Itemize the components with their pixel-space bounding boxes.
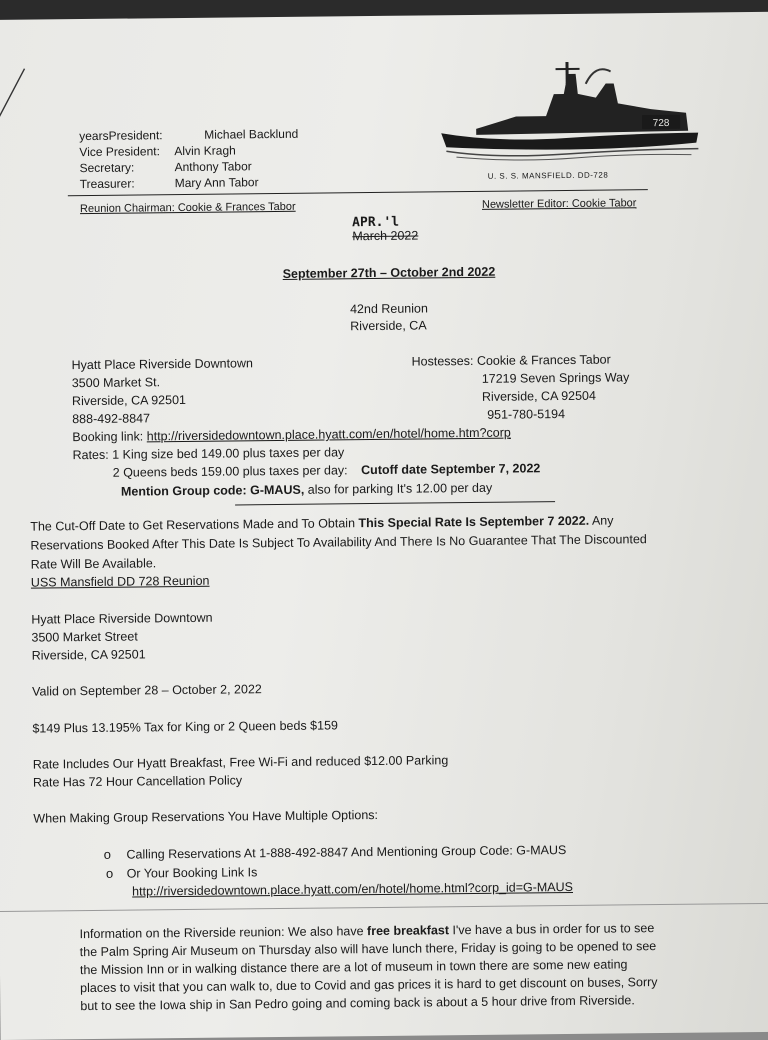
rates-queen: 2 Queens beds 159.00 plus taxes per day: <box>112 463 348 480</box>
notice-line-2: Reservations Booked After This Date Is Subject To Availability And There Is No Guarantee That The Discounted <box>30 532 647 553</box>
info-line-4: places to visit that you can walk to, due to Covid and gas prices it is hard to get discount on buses, Sorry <box>80 975 658 996</box>
group-code: Mention Group code: G-MAUS, <box>120 482 305 499</box>
reunion-location: Riverside, CA <box>350 318 427 334</box>
newsletter-page <box>0 12 768 1040</box>
ship-caption: U. S. S. MANSFIELD. DD-728 <box>487 170 609 181</box>
booking-label: Booking link: <box>72 429 147 445</box>
hostesses-city: Riverside, CA 92504 <box>481 388 596 404</box>
cutoff-date: Cutoff date September 7, 2022 <box>361 461 541 478</box>
options-intro: When Making Group Reservations You Have Multiple Options: <box>33 807 379 826</box>
bullet-icon: o <box>103 846 112 862</box>
parking-note: also for parking It's 12.00 per day <box>304 480 493 497</box>
info-line-3: the Mission Inn or in walking distance there are a lot of museum in town there are some new eating <box>79 957 628 978</box>
info-line-1 <box>80 921 655 941</box>
reunion-chairman: Reunion Chairman: Cookie & Frances Tabor <box>79 200 296 216</box>
info-text: I've have a bus in order for us to see <box>448 921 655 938</box>
cancellation-line: Rate Has 72 Hour Cancellation Policy <box>32 773 243 790</box>
ship-illustration <box>435 53 701 166</box>
hull-number: 728 <box>652 117 670 130</box>
notice-line-3: Rate Will Be Available. <box>30 556 157 572</box>
hostesses-title: Hostesses: Cookie & Frances Tabor <box>411 352 611 369</box>
hotel-name: Hyatt Place Riverside Downtown <box>71 356 254 373</box>
info-line-5: but to see the Iowa ship in San Pedro going and coming back is about a 5 hour drive from Riverside. <box>80 993 635 1014</box>
hostesses-street: 17219 Seven Springs Way <box>481 370 630 386</box>
notice-text: Any <box>589 513 614 528</box>
option-2-text: Or Your Booking Link Is <box>126 865 258 881</box>
reunion-number: 42nd Reunion <box>349 301 428 317</box>
notice-text: The Cut-Off Date to Get Reservations Made and To Obtain <box>30 516 359 534</box>
printed-month-text: March 2022 <box>352 228 419 244</box>
option-2-link[interactable]: http://riversidedowntown.place.hyatt.com/en/hotel/home.html?corp_id=G-MAUS <box>132 879 574 899</box>
notice-hotel-city: Riverside, CA 92501 <box>31 647 146 663</box>
hostesses-phone: 951-780-5194 <box>487 407 566 422</box>
officer-name: Mary Ann Tabor <box>174 175 259 191</box>
booking-link[interactable]: http://riversidedowntown.place.hyatt.com/en/hotel/home.htm?corp <box>146 425 511 444</box>
rates-queen-line <box>113 461 541 479</box>
rates-king: Rates: 1 King size bed 149.00 plus taxes per day <box>72 445 345 463</box>
notice-hotel-street: 3500 Market Street <box>31 629 138 645</box>
includes-line: Rate Includes Our Hyatt Breakfast, Free Wi-Fi and reduced $12.00 Parking <box>32 753 449 772</box>
hotel-phone: 888-492-8847 <box>72 411 151 427</box>
notice-line-1 <box>30 513 613 533</box>
price-line: $149 Plus 13.195% Tax for King or 2 Queen beds $159 <box>32 718 339 736</box>
pen-mark <box>0 65 31 125</box>
officer-name: Anthony Tabor <box>174 159 252 175</box>
officer-role: yearsPresident: <box>79 128 163 144</box>
officer-row <box>80 174 340 193</box>
info-line-2: the Palm Spring Air Museum on Thursday also will have lunch there, Friday is going to be opened to see <box>79 939 657 960</box>
officer-name: Alvin Kragh <box>174 143 236 159</box>
notice-special-rate: This Special Rate Is September 7 2022. <box>358 513 590 531</box>
divider-rule <box>0 903 768 912</box>
info-text: Information on the Riverside reunion: We also have <box>79 924 368 942</box>
option-1 <box>104 842 567 862</box>
bullet-icon: o <box>105 865 114 881</box>
printed-month <box>352 229 418 244</box>
notice-hotel-name: Hyatt Place Riverside Downtown <box>31 610 213 627</box>
notice-title: USS Mansfield DD 728 Reunion <box>30 573 210 590</box>
handwritten-month: APR.'l <box>352 214 400 231</box>
valid-dates: Valid on September 28 – October 2, 2022 <box>31 682 262 699</box>
section-rule <box>235 501 555 505</box>
info-free-breakfast: free breakfast <box>366 923 450 939</box>
officer-role: Secretary: <box>79 160 135 176</box>
newsletter-editor: Newsletter Editor: Cookie Tabor <box>481 197 637 211</box>
officer-role: Treasurer: <box>79 176 135 192</box>
event-date-range: September 27th – October 2nd 2022 <box>282 264 496 281</box>
officer-role: Vice President: <box>79 144 160 160</box>
group-code-line <box>121 481 492 499</box>
booking-line <box>72 426 511 445</box>
officer-name: Michael Backlund <box>204 126 299 142</box>
hotel-street: 3500 Market St. <box>71 375 161 391</box>
hotel-city: Riverside, CA 92501 <box>71 392 187 409</box>
officers-list <box>79 126 340 199</box>
option-2 <box>106 864 258 881</box>
option-1-text: Calling Reservations At 1-888-492-8847 And Mentioning Group Code: G-MAUS <box>126 843 567 862</box>
